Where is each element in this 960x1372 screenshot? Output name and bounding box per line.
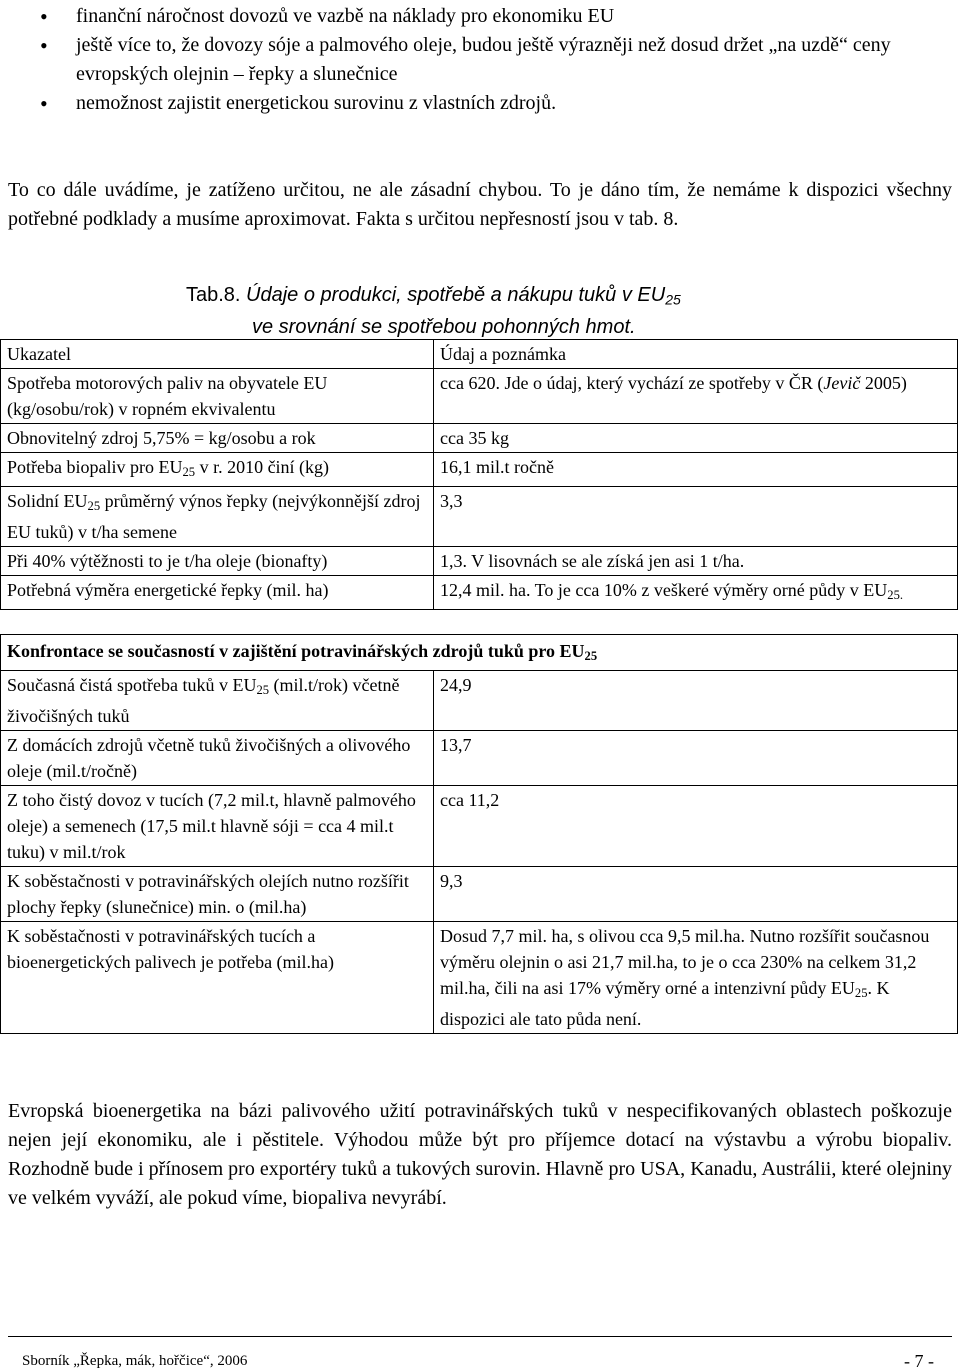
column-header-note: Údaj a poznámka — [434, 340, 958, 369]
table-row: K soběstačnosti v potravinářských olejích nutno rozšířit plochy řepky (slunečnice) min. o (mil.ha) 9,3 — [1, 867, 958, 922]
table-row: Potřebná výměra energetické řepky (mil. ha) 12,4 mil. ha. To je cca 10% z veškeré výměry orné půdy v $EU_{25.}$ — [1, 576, 958, 610]
page-footer — [8, 1336, 952, 1371]
table-indicators — [0, 339, 958, 610]
table-confrontation — [0, 634, 958, 1034]
table-label: Tab.8. — [186, 284, 241, 306]
table-row: Při 40% výtěžnosti to je t/ha oleje (bionafty) 1,3. V lisovnách se ale získá jen asi 1 t/ha. — [1, 547, 958, 576]
table-title: Údaje o produkci, spotřebě a nákupu tuků v EU — [246, 284, 666, 306]
table-row: Potřeba biopaliv pro $EU_{25}$ v r. 2010 činí (kg) 16,1 mil.t ročně — [1, 453, 958, 487]
table-row: Spotřeba motorových paliv na obyvatele EU (kg/osobu/rok) v ropném ekvivalentu cca 620. Jde o údaj, který vychází ze spotřeby v ČR (Jevič 2005) — [1, 369, 958, 424]
column-header-indicator: Ukazatel — [1, 340, 434, 369]
table-heading-row — [1, 635, 958, 671]
table-row: Současná čistá spotřeba tuků v $EU_{25}$ (mil.t/rok) včetně živočišných tuků 24,9 — [1, 671, 958, 731]
bullet-list — [40, 2, 950, 118]
bullet-item: • finanční náročnost dovozů ve vazbě na náklady pro ekonomiku EU — [40, 2, 950, 31]
bullet-item: • ještě více to, že dovozy sóje a palmového oleje, budou ještě výrazněji než dosud držet „na uzdě“ ceny evropských olejnin – řepky a slunečnice — [40, 31, 950, 89]
table-row: K soběstačnosti v potravinářských tucích a bioenergetických palivech je potřeba (mil.ha) Dosud 7,7 mil. ha, s olivou cca 9,5 mil.ha. Nutno rozšířit současnou výměru olejnin o asi 21,7 mil.ha, to je o cca 230% na celkem 31,2 mil.ha, čili na asi 17% výměry orné a intenzivní půdy $EU_{25}$. K dispozici ale tato půda není. — [1, 922, 958, 1034]
table-row: Solidní $EU_{25}$ průměrný výnos řepky (nejvýkonnější zdroj EU tuků) v t/ha semene 3,3 — [1, 487, 958, 547]
page-number: - 7 - — [904, 1351, 934, 1371]
table-caption: Tab.8. Údaje o produkci, spotřebě a nákupu tuků v $EU_{25}$ ve srovnání se spotřebou pohonných hmot. — [186, 282, 681, 341]
closing-paragraph: Evropská bioenergetika na bázi palivového užití potravinářských tuků v nespecifikovaných oblastech poškozuje nejen její ekonomiku, ale i pěstitele. Výhodou může být pro příjemce dotací na výstavbu a výrobu biopaliv. Rozhodně bude i přínosem pro exportéry tuků a tukových surovin. Hlavně pro USA, Kanadu, Austrálii, které olejniny ve velkém vyváží, ale pokud víme, biopaliva nevyrábí. — [8, 1100, 952, 1209]
footer-source: Sborník „Řepka, mák, hořčice“, 2006 — [22, 1353, 248, 1369]
table-row: Obnovitelný zdroj 5,75% = kg/osobu a rok cca 35 kg — [1, 424, 958, 453]
table-header-row — [1, 340, 958, 369]
table-row: Z domácích zdrojů včetně tuků živočišných a olivového oleje (mil.t/ročně) 13,7 — [1, 731, 958, 786]
confrontation-heading: Konfrontace se současností v zajištění potravinářských zdrojů tuků pro $EU_{25}$ — [1, 635, 958, 671]
intro-paragraph: To co dále uvádíme, je zatíženo určitou, ne ale zásadní chybou. To je dáno tím, že nemáme k dispozici všechny potřebné podklady a musíme aproximovat. Fakta s určitou nepřesností jsou v tab. 8. — [8, 179, 952, 230]
bullet-item: • nemožnost zajistit energetickou surovinu z vlastních zdrojů. — [40, 89, 950, 118]
table-row: Z toho čistý dovoz v tucích (7,2 mil.t, hlavně palmového oleje) a semenech (17,5 mil.t hlavně sóji = cca 4 mil.t tuku) v mil.t/rok cca 11,2 — [1, 786, 958, 867]
table-title-line2: ve srovnání se spotřebou pohonných hmot. — [252, 315, 636, 338]
